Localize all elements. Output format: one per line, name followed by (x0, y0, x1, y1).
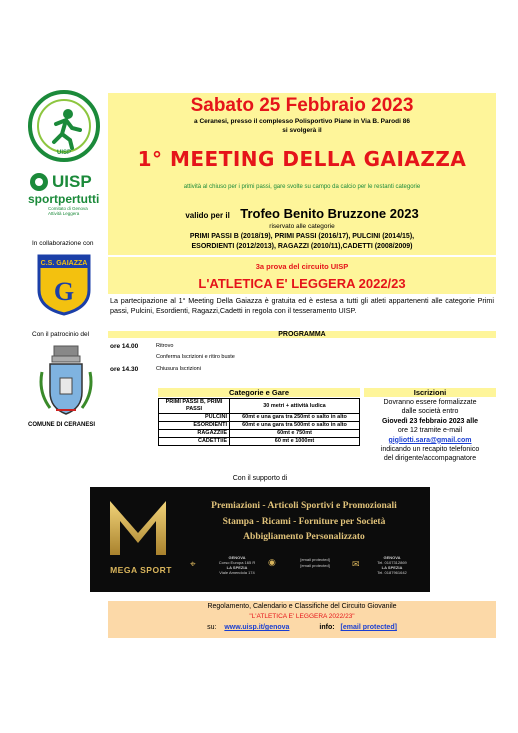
programma-time: ore 14.30 (110, 365, 139, 373)
table-cell: PULCINI (159, 414, 230, 422)
programma-item (110, 363, 410, 375)
location-line2: si svolgerà il (282, 127, 322, 134)
sportpertutti-text: sportpertutti (28, 192, 100, 206)
table-cell: 60mt e 750mt (230, 430, 360, 438)
programma-item (110, 351, 410, 363)
footer-su-label: su: (207, 624, 217, 631)
table-cell: CADETTI/E (159, 438, 230, 446)
sponsor-line3: Abbigliamento Personalizzato (243, 532, 365, 542)
sponsor-email-block (278, 557, 352, 569)
reserved-line: riservato alle categorie (269, 223, 335, 230)
programma-time: ore 14.00 (110, 342, 139, 350)
iscrizioni-line: indicando un recapito telefonico (380, 446, 480, 454)
sponsor-phone: Tel. 0187961642 (377, 570, 407, 575)
table-cell: 60mt e una gara tra 250mt o salto in alto (230, 414, 360, 422)
sponsor-addr-block (202, 555, 272, 575)
table-cell: RAGAZZI/E (159, 430, 230, 438)
sponsor-city: GENOVA (228, 555, 246, 560)
programma-title: PROGRAMMA (108, 331, 496, 338)
table-cell: PRIMI PASSI B, PRIMI PASSI (159, 399, 230, 414)
megasport-logo-icon (104, 497, 172, 557)
svg-text:G: G (53, 277, 75, 306)
sponsor-city: LA SPEZIA (226, 565, 248, 570)
event-date: Sabato 25 Febbraio 2023 (190, 95, 414, 116)
programma-list (110, 341, 410, 375)
valid-for-label: valido per il (185, 211, 230, 220)
footer-url-link[interactable]: www.uisp.it/genova (224, 624, 290, 631)
sponsor-address: Viale Amendola 174 (219, 570, 255, 575)
table-row (159, 430, 360, 438)
sponsor-city: LA SPEZIA (381, 565, 403, 570)
event-title: 1° MEETING DELLA GAIAZZA (137, 147, 467, 171)
table-row (159, 399, 360, 414)
footer-links (108, 624, 496, 631)
globe-icon: ◉ (268, 557, 276, 567)
gaiazza-logo (35, 252, 93, 316)
sponsor-email[interactable]: [email protected] (300, 563, 330, 568)
iscrizioni-line: dalle società entro (401, 408, 459, 416)
categorie-title: Categorie e Gare (158, 388, 360, 397)
comune-label: COMUNE DI CERANESI (28, 422, 96, 428)
table-cell: ESORDIENTI (159, 422, 230, 430)
iscrizioni-line: ore 12 tramite e-mail (397, 427, 463, 435)
sponsor-address: Corso Europa 165 R (218, 560, 256, 565)
programma-text: Chiusura Iscrizioni (156, 366, 201, 372)
location-line1: a Ceranesi, presso il complesso Polisportivo Piane in Via B. Parodi 86 (194, 118, 410, 125)
mail-icon: ✉ (352, 559, 360, 569)
activities-line: attività al chiuso per i primi passi, gare svolte su campo da calcio per le restanti categorie (183, 184, 421, 190)
table-row (159, 438, 360, 446)
atletica-leggera-logo (28, 90, 100, 162)
comitato-text: Comitato di Genova Attività Leggera (48, 206, 88, 216)
iscrizioni-line: Dovranno essere formalizzate (383, 399, 477, 406)
sponsor-line2: Stampa - Ricami - Forniture per Società (222, 517, 386, 527)
patrocinio-label: Con il patrocinio del (32, 331, 90, 338)
table-cell: 60 mt e 1000mt (230, 438, 360, 446)
iscrizioni-email-link[interactable]: gigliotti.sara@gmail.com (388, 436, 472, 444)
circuit-name: L'ATLETICA E' LEGGERA 2022/23 (198, 276, 406, 291)
programma-text: Conferma Iscrizioni e ritiro buste (156, 354, 235, 360)
categories-line2: ESORDIENTI (2012/2013), RAGAZZI (2010/11),CADETTI (2008/2009) (191, 243, 413, 250)
sponsor-line1: Premiazioni - Articoli Sportivi e Promozionali (211, 501, 397, 511)
svg-text:UISP: UISP (56, 150, 72, 156)
footer-email-link[interactable]: [email protected] (340, 624, 397, 631)
categories-line1: PRIMI PASSI B (2018/19), PRIMI PASSI (2016/17), PULCINI (2014/15), (189, 233, 415, 240)
megasport-brand: MEGA SPORT (110, 565, 172, 575)
table-cell: 60mt e una gara tra 500mt o salto in alto (230, 422, 360, 430)
iscrizioni-line: del dirigente/accompagnatore (383, 455, 477, 463)
sponsor-banner (90, 487, 430, 592)
programma-item (110, 341, 410, 351)
table-cell: 30 metri + attività ludica (230, 399, 360, 414)
footer-info-label: info: (319, 624, 335, 631)
svg-text:C.S. GAIAZZA: C.S. GAIAZZA (40, 260, 88, 267)
supporto-label: Con il supporto di (232, 475, 288, 482)
sponsor-city: GENOVA (383, 555, 401, 560)
collaborazione-label: In collaborazione con (32, 240, 94, 247)
sponsor-email[interactable]: [email protected] (300, 557, 330, 562)
iscrizioni-title: Iscrizioni (364, 388, 496, 397)
trophy-name: Trofeo Benito Bruzzone 2023 (240, 206, 419, 221)
valid-for-line (108, 205, 496, 223)
uisp-logo (28, 172, 108, 216)
uisp-text: UISP (52, 172, 92, 191)
location-pin-icon: ⌖ (190, 559, 196, 570)
iscrizioni-block (358, 398, 502, 464)
categorie-table (158, 398, 360, 446)
footer-line2: "L'ATLETICA E' LEGGERA 2022/23" (249, 613, 355, 620)
table-row (159, 422, 360, 430)
programma-text: Ritrovo (156, 343, 174, 349)
iscrizioni-deadline: Giovedì 23 febbraio 2023 alle (381, 417, 479, 425)
sponsor-phone: Tel. 0107312869 (377, 560, 407, 565)
sponsor-tel-block (362, 555, 422, 575)
ceranesi-crest (36, 342, 96, 420)
intro-text: La partecipazione al 1° Meeting Della Gaiazza è gratuita ed è estesa a tutti gli atleti appartenenti alle categorie Primi passi, Pulcini, Esordienti, Ragazzi,Cadetti in regola con il tesseramento UISP. (110, 296, 494, 315)
footer-line1: Regolamento, Calendario e Classifiche del Circuito Giovanile (207, 603, 397, 610)
table-row (159, 414, 360, 422)
circuit-prova: 3a prova del circuito UISP (255, 262, 349, 271)
